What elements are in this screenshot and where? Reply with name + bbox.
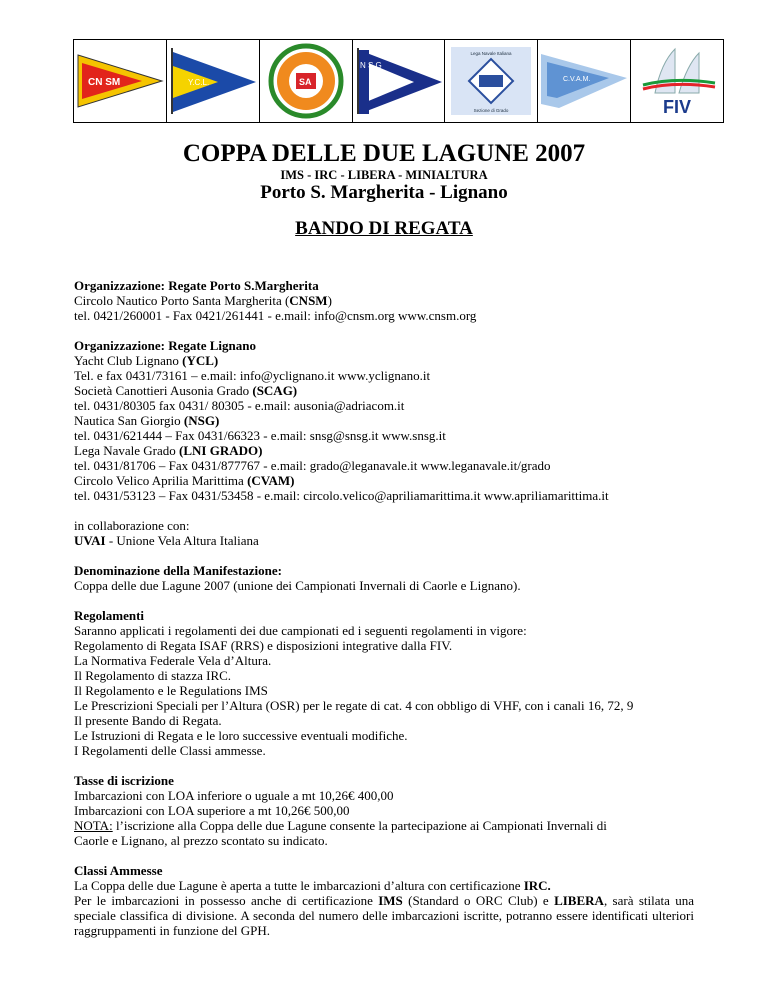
cnsm-line: Circolo Nautico Porto Santa Margherita (CNSM) — [74, 293, 332, 308]
org1-section — [74, 278, 694, 323]
fee-row: Imbarcazioni con LOA superiore a mt 10,26€ 500,00 — [74, 803, 350, 818]
regolamenti-line: Le Istruzioni di Regata e le loro successive eventuali modifiche. — [74, 728, 408, 743]
org2-section — [74, 338, 694, 503]
lni-contact: tel. 0431/81706 – Fax 0431/877767 - e.mail: grado@leganavale.it www.leganavale.it/grado — [74, 458, 551, 473]
regolamenti-heading: Regolamenti — [74, 608, 145, 623]
ycl-contact: Tel. e fax 0431/73161 – e.mail: info@yclignano.it www.yclignano.it — [74, 368, 431, 383]
classes-subtitle: IMS - IRC - LIBERA - MINIALTURA — [280, 168, 488, 182]
classi-section — [74, 863, 694, 938]
nota-line: NOTA: l’iscrizione alla Coppa delle due Lagune consente la partecipazione ai Campionati Invernali di — [74, 818, 607, 833]
uvai-line: UVAI - Unione Vela Altura Italiana — [74, 533, 259, 548]
cvam-logo — [538, 40, 631, 122]
regolamenti-line: Il Regolamento di stazza IRC. — [74, 668, 232, 683]
fee-row: Imbarcazioni con LOA inferiore o uguale a mt 10,26€ 400,00 — [74, 788, 394, 803]
regolamenti-line: Le Prescrizioni Speciali per l’Altura (OSR) per le regate di cat. 4 con obbligo di VHF, con i canali 16, 72, 9 — [74, 698, 634, 713]
classi-heading: Classi Ammesse — [74, 863, 163, 878]
sponsor-logos-strip — [73, 39, 724, 123]
fiv-logo — [631, 40, 723, 122]
regolamenti-line: Il Regolamento e le Regulations IMS — [74, 683, 268, 698]
collab-section — [74, 518, 694, 548]
svg-text:Sezione di Grado: Sezione di Grado — [473, 108, 509, 113]
nsg-logo — [353, 40, 446, 122]
nsg-contact: tel. 0431/621444 – Fax 0431/66323 - e.mail: snsg@snsg.it www.snsg.it — [74, 428, 446, 443]
document-body — [74, 278, 694, 953]
svg-text:N S G: N S G — [359, 61, 382, 70]
bando-heading: BANDO DI REGATA — [295, 218, 473, 239]
org2-heading: Organizzazione: Regate Lignano — [74, 338, 256, 353]
regolamenti-line: Il presente Bando di Regata. — [74, 713, 222, 728]
ycl-line: Yacht Club Lignano (YCL) — [74, 353, 219, 368]
org1-heading: Organizzazione: Regate Porto S.Margherita — [74, 278, 319, 293]
svg-text:FIV: FIV — [663, 97, 692, 117]
cvam-contact: tel. 0431/53123 – Fax 0431/53458 - e.mail: circolo.velico@apriliamarittima.it www.apriliamarittima.it — [74, 488, 609, 503]
nota-line-2: Caorle e Lignano, al prezzo scontato su indicato. — [74, 833, 328, 848]
location-subtitle: Porto S. Margherita - Lignano — [260, 182, 508, 203]
denominazione-section — [74, 563, 694, 593]
scag-contact: tel. 0431/80305 fax 0431/ 80305 - e.mail: ausonia@adriacom.it — [74, 398, 405, 413]
cvam-line: Circolo Velico Aprilia Marittima (CVAM) — [74, 473, 295, 488]
classi-line-1: La Coppa delle due Lagune è aperta a tutte le imbarcazioni d’altura con certificazione IRC. — [74, 878, 551, 893]
scag-line: Società Canottieri Ausonia Grado (SCAG) — [74, 383, 298, 398]
svg-text:CN SM: CN SM — [87, 77, 121, 88]
regolamenti-line: La Normativa Federale Vela d’Altura. — [74, 653, 272, 668]
nsg-line: Nautica San Giorgio (NSG) — [74, 413, 220, 428]
cnsm-contact: tel. 0421/260001 - Fax 0421/261441 - e.mail: info@cnsm.org www.cnsm.org — [74, 308, 477, 323]
cnsm-logo — [74, 40, 167, 122]
svg-text:Y.C.L.: Y.C.L. — [187, 78, 209, 87]
svg-text:C.V.A.M.: C.V.A.M. — [563, 76, 591, 83]
ycl-logo — [167, 40, 260, 122]
svg-text:Lega Navale Italiana: Lega Navale Italiana — [470, 51, 512, 56]
lni-logo — [445, 40, 538, 122]
collab-intro: in collaborazione con: — [74, 518, 190, 533]
regolamenti-line: Saranno applicati i regolamenti dei due campionati ed i seguenti regolamenti in vigore: — [74, 623, 527, 638]
page-title: COPPA DELLE DUE LAGUNE 2007 — [182, 140, 586, 167]
denominazione-text: Coppa delle due Lagune 2007 (unione dei Campionati Invernali di Caorle e Lignano). — [74, 578, 521, 593]
scag-logo — [260, 40, 353, 122]
denominazione-heading: Denominazione della Manifestazione: — [74, 563, 282, 578]
regolamenti-section — [74, 608, 694, 758]
regolamenti-line: Regolamento di Regata ISAF (RRS) e disposizioni integrative dalla FIV. — [74, 638, 453, 653]
svg-text:SA: SA — [298, 77, 312, 87]
classi-line-2: Per le imbarcazioni in possesso anche di certificazione IMS (Standard o ORC Club) e LIBERA, sarà stilata una speciale classifica di divisione. A seconda del numero delle imbarcazioni iscritte, potranno essere identificati ulteriori raggruppamenti in funzione del GPH. — [74, 893, 695, 938]
tasse-section — [74, 773, 694, 848]
lni-line: Lega Navale Grado (LNI GRADO) — [74, 443, 263, 458]
regolamenti-line: I Regolamenti delle Classi ammesse. — [74, 743, 266, 758]
tasse-heading: Tasse di iscrizione — [74, 773, 174, 788]
